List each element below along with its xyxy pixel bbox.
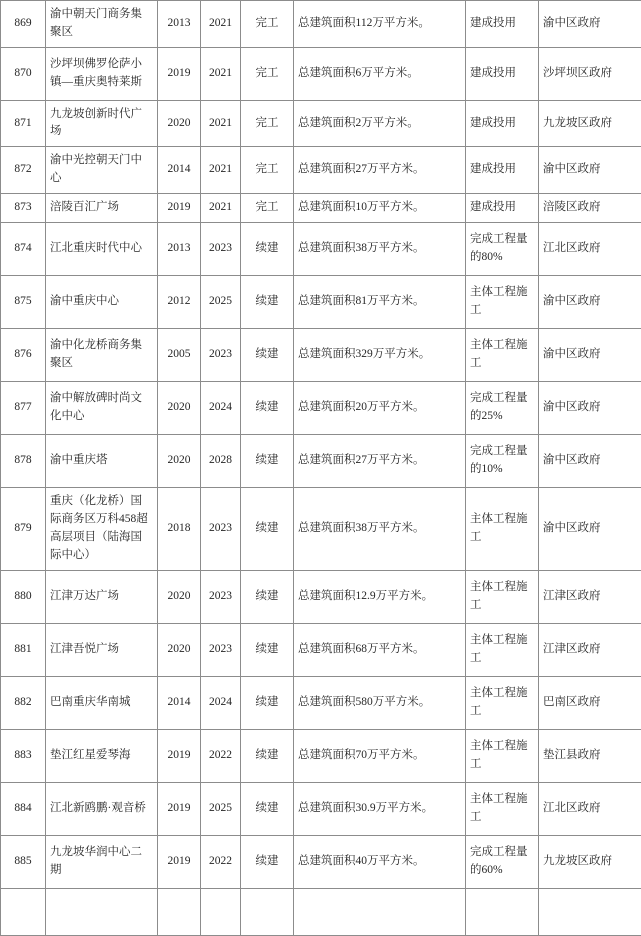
cell-project-name: 渝中化龙桥商务集聚区	[46, 328, 158, 381]
cell-start-year: 2018	[158, 487, 201, 570]
table-row	[1, 100, 641, 147]
cell-serial-number: 884	[1, 782, 46, 835]
cell-serial-number: 871	[1, 100, 46, 147]
cell-construction-status	[241, 888, 294, 935]
cell-end-year: 2023	[201, 328, 241, 381]
cell-project-description: 总建筑面积40万平方米。	[294, 835, 466, 888]
cell-start-year: 2019	[158, 729, 201, 782]
cell-construction-status: 完工	[241, 100, 294, 147]
cell-construction-status: 续建	[241, 729, 294, 782]
cell-responsible-department: 涪陵区政府	[539, 193, 641, 222]
cell-construction-status: 续建	[241, 381, 294, 434]
cell-progress: 主体工程施工	[466, 487, 539, 570]
cell-construction-status: 完工	[241, 193, 294, 222]
cell-project-name: 渝中重庆塔	[46, 434, 158, 487]
cell-responsible-department: 江津区政府	[539, 623, 641, 676]
cell-progress	[466, 888, 539, 935]
cell-serial-number	[1, 888, 46, 935]
cell-responsible-department	[539, 888, 641, 935]
cell-serial-number: 881	[1, 623, 46, 676]
cell-serial-number: 880	[1, 570, 46, 623]
table-row	[1, 47, 641, 100]
cell-construction-status: 续建	[241, 487, 294, 570]
cell-serial-number: 872	[1, 147, 46, 194]
cell-end-year: 2024	[201, 676, 241, 729]
table-row	[1, 193, 641, 222]
table-row	[1, 676, 641, 729]
cell-responsible-department: 垫江县政府	[539, 729, 641, 782]
cell-progress: 主体工程施工	[466, 623, 539, 676]
cell-serial-number: 878	[1, 434, 46, 487]
cell-serial-number: 877	[1, 381, 46, 434]
cell-start-year: 2020	[158, 434, 201, 487]
cell-project-name: 渝中重庆中心	[46, 275, 158, 328]
cell-progress: 主体工程施工	[466, 275, 539, 328]
table-row	[1, 729, 641, 782]
cell-progress: 完成工程量的10%	[466, 434, 539, 487]
cell-project-name: 渝中光控朝天门中心	[46, 147, 158, 194]
cell-project-name	[46, 888, 158, 935]
table-row	[1, 381, 641, 434]
cell-responsible-department: 九龙坡区政府	[539, 100, 641, 147]
cell-start-year: 2013	[158, 222, 201, 275]
cell-serial-number: 869	[1, 1, 46, 48]
table-row	[1, 328, 641, 381]
cell-project-name: 九龙坡华润中心二期	[46, 835, 158, 888]
cell-project-name: 巴南重庆华南城	[46, 676, 158, 729]
cell-project-description: 总建筑面积10万平方米。	[294, 193, 466, 222]
table-row	[1, 434, 641, 487]
cell-project-description: 总建筑面积20万平方米。	[294, 381, 466, 434]
table-row	[1, 275, 641, 328]
cell-construction-status: 续建	[241, 434, 294, 487]
table-row	[1, 623, 641, 676]
cell-serial-number: 882	[1, 676, 46, 729]
cell-construction-status: 续建	[241, 676, 294, 729]
cell-project-name: 渝中朝天门商务集聚区	[46, 1, 158, 48]
cell-responsible-department: 江津区政府	[539, 570, 641, 623]
cell-project-description: 总建筑面积112万平方米。	[294, 1, 466, 48]
cell-project-name: 涪陵百汇广场	[46, 193, 158, 222]
cell-responsible-department: 巴南区政府	[539, 676, 641, 729]
cell-construction-status: 续建	[241, 570, 294, 623]
cell-construction-status: 续建	[241, 782, 294, 835]
cell-responsible-department: 渝中区政府	[539, 1, 641, 48]
cell-end-year: 2025	[201, 782, 241, 835]
cell-responsible-department: 渝中区政府	[539, 147, 641, 194]
cell-project-name: 垫江红星爱琴海	[46, 729, 158, 782]
cell-progress: 主体工程施工	[466, 676, 539, 729]
cell-construction-status: 续建	[241, 222, 294, 275]
cell-start-year: 2013	[158, 1, 201, 48]
cell-project-name: 江津万达广场	[46, 570, 158, 623]
cell-end-year: 2023	[201, 222, 241, 275]
cell-end-year: 2025	[201, 275, 241, 328]
cell-start-year: 2019	[158, 835, 201, 888]
cell-serial-number: 885	[1, 835, 46, 888]
cell-start-year: 2020	[158, 570, 201, 623]
cell-end-year: 2023	[201, 623, 241, 676]
cell-responsible-department: 渝中区政府	[539, 328, 641, 381]
cell-end-year: 2021	[201, 147, 241, 194]
cell-project-name: 江津吾悦广场	[46, 623, 158, 676]
cell-start-year: 2014	[158, 676, 201, 729]
cell-start-year: 2020	[158, 100, 201, 147]
table-row	[1, 1, 641, 48]
cell-project-description: 总建筑面积38万平方米。	[294, 487, 466, 570]
cell-start-year: 2014	[158, 147, 201, 194]
cell-end-year: 2021	[201, 1, 241, 48]
table-row	[1, 147, 641, 194]
cell-end-year: 2023	[201, 487, 241, 570]
cell-progress: 主体工程施工	[466, 570, 539, 623]
cell-end-year	[201, 888, 241, 935]
cell-start-year: 2020	[158, 381, 201, 434]
cell-start-year: 2012	[158, 275, 201, 328]
cell-progress: 建成投用	[466, 1, 539, 48]
cell-progress: 主体工程施工	[466, 328, 539, 381]
cell-progress: 主体工程施工	[466, 729, 539, 782]
cell-progress: 建成投用	[466, 147, 539, 194]
cell-project-name: 沙坪坝佛罗伦萨小镇—重庆奥特莱斯	[46, 47, 158, 100]
cell-progress: 主体工程施工	[466, 782, 539, 835]
cell-responsible-department: 江北区政府	[539, 782, 641, 835]
cell-project-description: 总建筑面积70万平方米。	[294, 729, 466, 782]
cell-responsible-department: 江北区政府	[539, 222, 641, 275]
cell-responsible-department: 渝中区政府	[539, 434, 641, 487]
cell-start-year: 2019	[158, 782, 201, 835]
cell-construction-status: 续建	[241, 328, 294, 381]
cell-serial-number: 879	[1, 487, 46, 570]
cell-end-year: 2021	[201, 193, 241, 222]
cell-end-year: 2023	[201, 570, 241, 623]
cell-serial-number: 874	[1, 222, 46, 275]
cell-project-description: 总建筑面积38万平方米。	[294, 222, 466, 275]
cell-construction-status: 完工	[241, 147, 294, 194]
cell-serial-number: 876	[1, 328, 46, 381]
cell-project-description: 总建筑面积30.9万平方米。	[294, 782, 466, 835]
cell-end-year: 2022	[201, 729, 241, 782]
cell-construction-status: 续建	[241, 623, 294, 676]
cell-project-description: 总建筑面积81万平方米。	[294, 275, 466, 328]
cell-project-description: 总建筑面积27万平方米。	[294, 147, 466, 194]
cell-responsible-department: 渝中区政府	[539, 381, 641, 434]
cell-construction-status: 续建	[241, 835, 294, 888]
cell-project-description: 总建筑面积2万平方米。	[294, 100, 466, 147]
cell-project-description: 总建筑面积6万平方米。	[294, 47, 466, 100]
table-row	[1, 888, 641, 935]
cell-start-year: 2020	[158, 623, 201, 676]
cell-construction-status: 续建	[241, 275, 294, 328]
cell-responsible-department: 沙坪坝区政府	[539, 47, 641, 100]
cell-progress: 建成投用	[466, 47, 539, 100]
cell-project-name: 九龙坡创新时代广场	[46, 100, 158, 147]
table-row	[1, 487, 641, 570]
cell-start-year: 2005	[158, 328, 201, 381]
cell-end-year: 2028	[201, 434, 241, 487]
cell-end-year: 2021	[201, 47, 241, 100]
cell-project-description: 总建筑面积580万平方米。	[294, 676, 466, 729]
cell-start-year: 2019	[158, 193, 201, 222]
cell-project-description	[294, 888, 466, 935]
cell-responsible-department: 九龙坡区政府	[539, 835, 641, 888]
cell-construction-status: 完工	[241, 47, 294, 100]
cell-progress: 完成工程量的60%	[466, 835, 539, 888]
cell-project-description: 总建筑面积68万平方米。	[294, 623, 466, 676]
table-body	[1, 1, 641, 936]
cell-serial-number: 875	[1, 275, 46, 328]
cell-start-year: 2019	[158, 47, 201, 100]
cell-serial-number: 883	[1, 729, 46, 782]
cell-project-description: 总建筑面积329万平方米。	[294, 328, 466, 381]
cell-serial-number: 870	[1, 47, 46, 100]
cell-project-name: 渝中解放碑时尚文化中心	[46, 381, 158, 434]
cell-construction-status: 完工	[241, 1, 294, 48]
table-row	[1, 835, 641, 888]
cell-end-year: 2021	[201, 100, 241, 147]
cell-serial-number: 873	[1, 193, 46, 222]
cell-progress: 完成工程量的80%	[466, 222, 539, 275]
cell-progress: 建成投用	[466, 193, 539, 222]
cell-progress: 建成投用	[466, 100, 539, 147]
cell-end-year: 2024	[201, 381, 241, 434]
table-row	[1, 222, 641, 275]
cell-start-year	[158, 888, 201, 935]
cell-project-description: 总建筑面积27万平方米。	[294, 434, 466, 487]
cell-project-name: 江北重庆时代中心	[46, 222, 158, 275]
cell-responsible-department: 渝中区政府	[539, 487, 641, 570]
cell-project-name: 江北新鸥鹏·观音桥	[46, 782, 158, 835]
cell-responsible-department: 渝中区政府	[539, 275, 641, 328]
cell-project-description: 总建筑面积12.9万平方米。	[294, 570, 466, 623]
cell-project-name: 重庆（化龙桥）国际商务区万科458超高层项目（陆海国际中心）	[46, 487, 158, 570]
table-row	[1, 570, 641, 623]
cell-end-year: 2022	[201, 835, 241, 888]
cell-progress: 完成工程量的25%	[466, 381, 539, 434]
